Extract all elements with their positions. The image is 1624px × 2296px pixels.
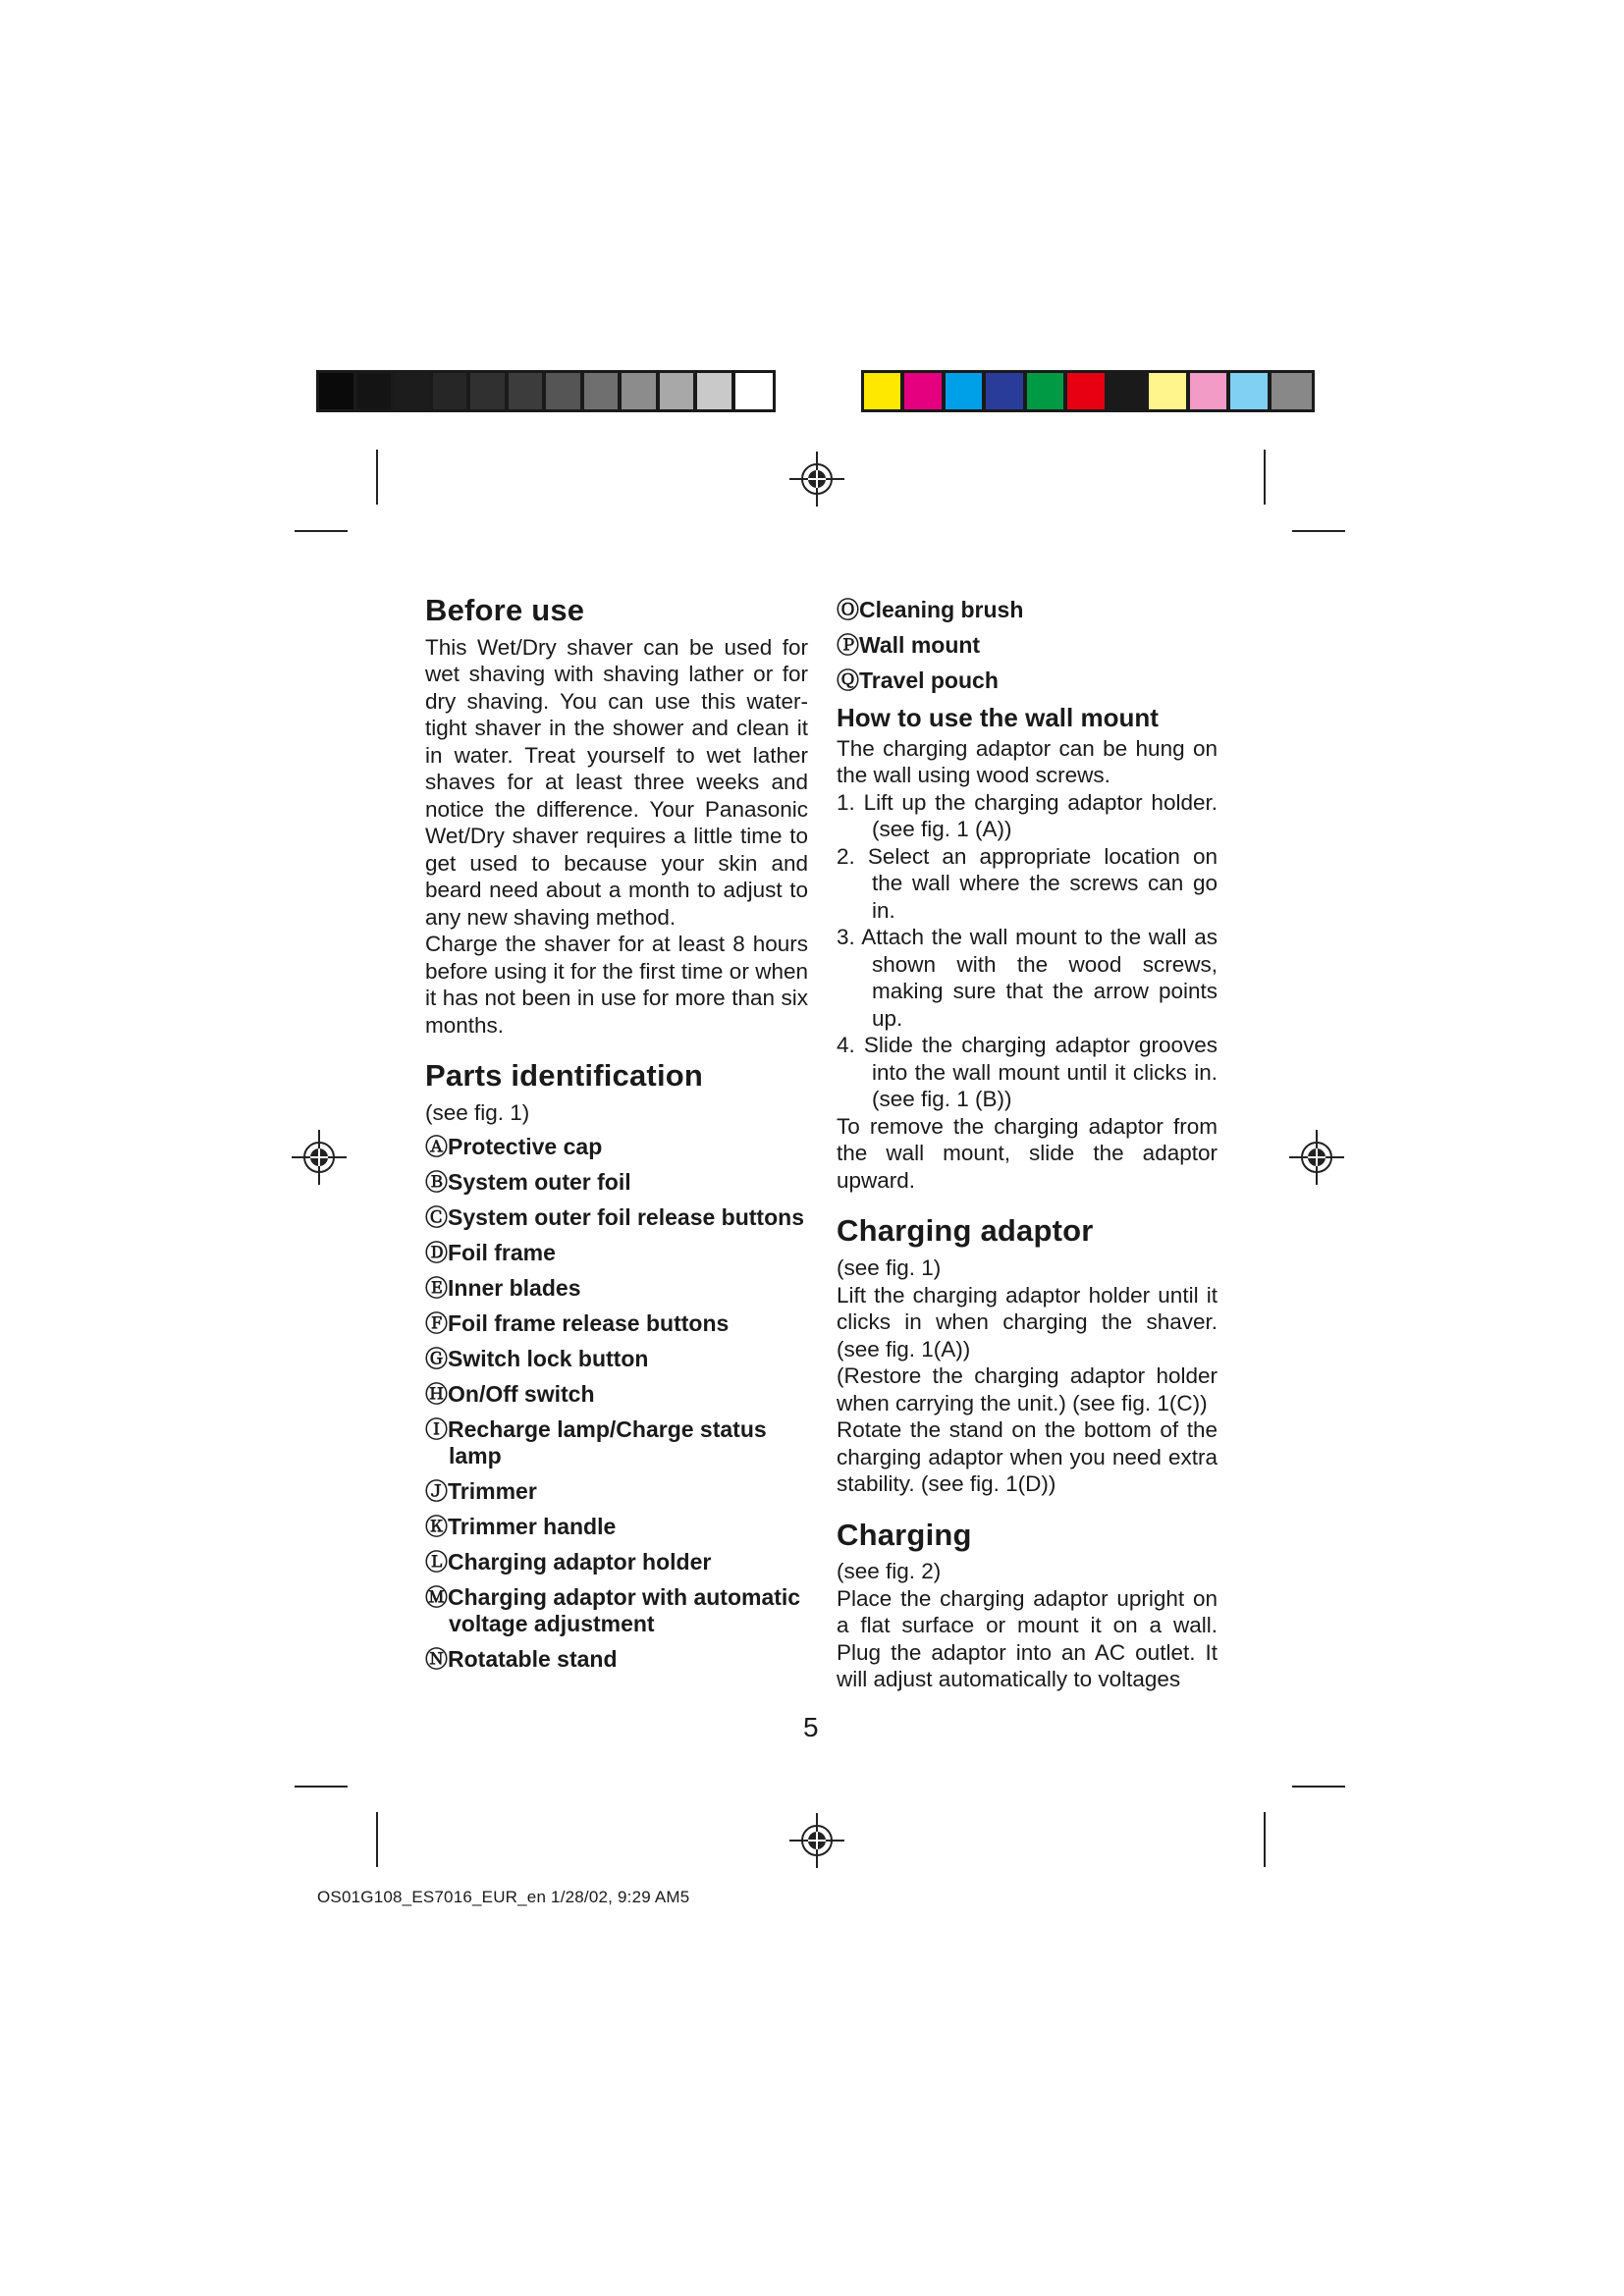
- crop-mark: [295, 1786, 348, 1788]
- color-patch: [622, 373, 660, 409]
- registration-mark-icon: [787, 450, 846, 508]
- parts-list-item: ⓄCleaning brush: [837, 597, 1024, 622]
- crop-mark: [1264, 1812, 1266, 1867]
- step-number: 1.: [837, 789, 855, 815]
- step-text: Lift up the charging adaptor holder. (see fig. 1 (A)): [863, 789, 1218, 842]
- parts-list-item: ⒻFoil frame release buttons: [425, 1310, 730, 1337]
- parts-list-item: ⒹFoil frame: [425, 1240, 556, 1266]
- wall-mount-step: [837, 843, 1218, 925]
- color-patch: [1149, 373, 1189, 409]
- charging-figure-reference: (see fig. 2): [837, 1559, 942, 1584]
- color-patch: [1067, 373, 1108, 409]
- right-column: [837, 593, 1218, 1693]
- crop-mark: [376, 1812, 378, 1867]
- wall-mount-step: [837, 1032, 1218, 1113]
- color-patch: [319, 373, 357, 409]
- parts-identification-heading: Parts identification: [425, 1058, 704, 1094]
- color-patch: [357, 373, 396, 409]
- grayscale-calibration-strip: [316, 370, 776, 412]
- wall-mount-intro: The charging adaptor can be hung on the wall using wood screws.: [837, 735, 1218, 788]
- wall-mount-step: [837, 924, 1218, 1032]
- parts-list-item: ⒽOn/Off switch: [425, 1381, 595, 1408]
- color-patch: [1109, 373, 1149, 409]
- parts-list-item: ⓁCharging adaptor holder: [425, 1549, 712, 1575]
- charging-heading: Charging: [837, 1517, 972, 1552]
- parts-list-item: ⒼSwitch lock button: [425, 1346, 649, 1372]
- step-number: 2.: [837, 843, 855, 869]
- page-number: 5: [803, 1712, 819, 1742]
- color-patch: [1230, 373, 1271, 409]
- registration-mark-icon: [1287, 1128, 1346, 1187]
- step-text: Slide the charging adaptor grooves into the wall mount until it clicks in. (see fig. 1 (B)): [863, 1033, 1218, 1112]
- color-patch: [546, 373, 584, 409]
- charging-adaptor-figure-reference: (see fig. 1): [837, 1255, 942, 1281]
- charging-adaptor-heading: Charging adaptor: [837, 1213, 1094, 1249]
- parts-list-item: ⒸSystem outer foil release buttons: [425, 1204, 804, 1231]
- parts-list-item: ⒿTrimmer: [425, 1478, 537, 1505]
- parts-list-item: ⓃRotatable stand: [425, 1646, 618, 1673]
- parts-list-item: ⓀTrimmer handle: [425, 1514, 617, 1540]
- color-patch: [660, 373, 698, 409]
- color-patch: [697, 373, 735, 409]
- charging-paragraph: Place the charging adaptor upright on a flat surface or mount it on a wall. Plug the adaptor into an AC outlet. It will adjust automatically to voltages: [837, 1585, 1218, 1692]
- color-patch: [433, 373, 471, 409]
- crop-mark: [295, 530, 348, 532]
- step-text: Attach the wall mount to the wall as shown with the wood screws, making sure that the arrow points up.: [861, 925, 1218, 1031]
- color-patch: [470, 373, 509, 409]
- wall-mount-heading: How to use the wall mount: [837, 703, 1159, 732]
- before-use-paragraph: This Wet/Dry shaver can be used for wet shaving with shaving lather or for dry shaving. You can use this water-tight shaver in the shower and clean it in water. Treat yourself to wet lather shaves for at least three weeks and notice the difference. Your Panasonic Wet/Dry shaver requires a little time to get used to because your skin and beard need about a month to adjust to any new shaving method.: [425, 634, 808, 930]
- print-footer: OS01G108_ES7016_EUR_en 1/28/02, 9:29 AM5: [317, 1888, 690, 1906]
- left-column: [425, 593, 808, 1682]
- before-use-section: [425, 593, 808, 1039]
- parts-list-item: ⓂCharging adaptor with automatic voltage adjustment: [425, 1584, 801, 1637]
- parts-list-item: ⒺInner blades: [425, 1275, 581, 1302]
- color-patch: [1272, 373, 1312, 409]
- charging-section: [837, 1518, 1218, 1693]
- charging-adaptor-paragraph: (Restore the charging adaptor holder when carrying the unit.) (see fig. 1(C)): [837, 1363, 1218, 1415]
- parts-identification-section: [425, 1058, 808, 1673]
- color-patch: [986, 373, 1026, 409]
- wall-mount-outro: To remove the charging adaptor from the wall mount, slide the adaptor upward.: [837, 1113, 1218, 1193]
- parts-list-item: ⒷSystem outer foil: [425, 1169, 631, 1196]
- parts-list-item: ⒾRecharge lamp/Charge status lamp: [425, 1416, 767, 1469]
- registration-mark-icon: [787, 1811, 846, 1870]
- color-patch: [904, 373, 945, 409]
- color-calibration-strip: [861, 370, 1315, 412]
- parts-list-item: ⓆTravel pouch: [837, 667, 999, 693]
- color-patch: [735, 373, 773, 409]
- wall-mount-step: [837, 789, 1218, 843]
- charging-adaptor-paragraph: Lift the charging adaptor holder until it clicks in when charging the shaver. (see fig. 1(A)): [837, 1282, 1218, 1362]
- color-patch: [1027, 373, 1067, 409]
- parts-list-item: ⒶProtective cap: [425, 1134, 603, 1160]
- charging-adaptor-section: [837, 1213, 1218, 1497]
- wall-mount-steps: [837, 789, 1218, 1113]
- step-number: 3.: [837, 925, 855, 950]
- wall-mount-section: [837, 704, 1218, 1194]
- parts-list: [425, 1134, 808, 1673]
- before-use-charge-paragraph: Charge the shaver for at least 8 hours before using it for the first time or when it has not been in use for more than six months.: [425, 932, 808, 1038]
- charging-adaptor-paragraph: Rotate the stand on the bottom of the charging adaptor when you need extra stability. (see fig. 1(D)): [837, 1417, 1218, 1497]
- parts-figure-reference: (see fig. 1): [425, 1099, 530, 1125]
- color-patch: [1190, 373, 1230, 409]
- crop-mark: [1292, 530, 1345, 532]
- before-use-heading: Before use: [425, 593, 585, 627]
- color-patch: [864, 373, 904, 409]
- color-patch: [946, 373, 986, 409]
- color-patch: [395, 373, 433, 409]
- crop-mark: [376, 450, 378, 505]
- parts-list-continued: [837, 597, 1218, 694]
- color-patch: [509, 373, 547, 409]
- step-text: Select an appropriate location on the wall where the screws can go in.: [867, 843, 1218, 923]
- step-number: 4.: [837, 1033, 855, 1058]
- crop-mark: [1292, 1786, 1345, 1788]
- registration-mark-icon: [290, 1128, 349, 1187]
- crop-mark: [1264, 450, 1266, 505]
- parts-list-item: ⓅWall mount: [837, 632, 981, 658]
- color-patch: [584, 373, 623, 409]
